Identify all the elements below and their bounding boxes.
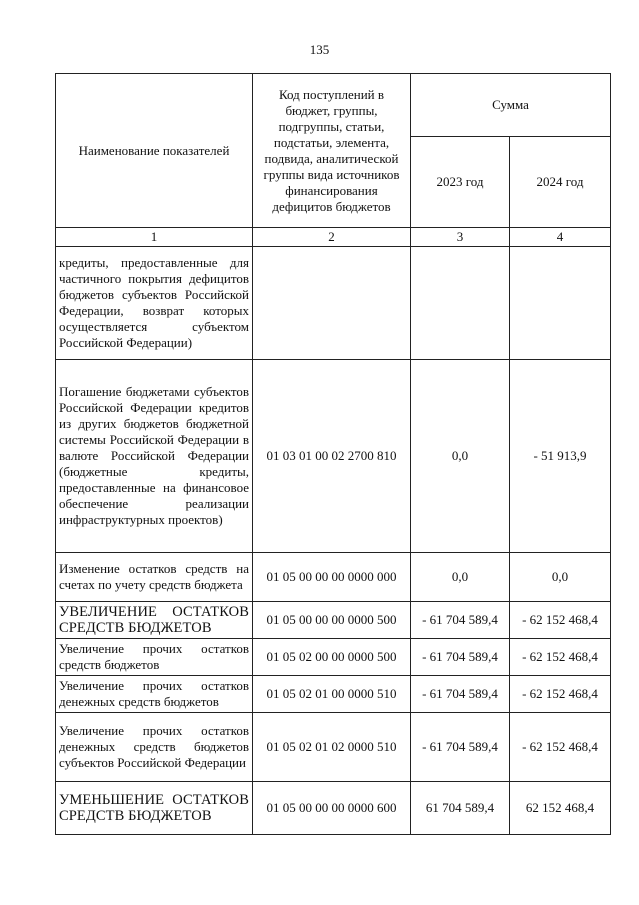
row-value-2023: - 61 704 589,4 xyxy=(411,676,510,713)
row-value-2024: - 51 913,9 xyxy=(510,360,611,553)
budget-sources-table xyxy=(55,73,611,835)
column-number: 2 xyxy=(253,228,411,247)
table-row xyxy=(56,782,611,835)
column-number: 3 xyxy=(411,228,510,247)
row-value-2023: 61 704 589,4 xyxy=(411,782,510,835)
row-name: УМЕНЬШЕНИЕ ОСТАТКОВ СРЕДСТВ БЮДЖЕТОВ xyxy=(56,782,253,835)
row-value-2024 xyxy=(510,247,611,360)
table-row xyxy=(56,676,611,713)
row-name: Погашение бюджетами субъектов Российской Федерации кредитов из других бюджетов бюджетной системы Российской Федерации в валюте Российской Федерации (бюджетные кредиты, предоставленные на финансовое обеспечение реализации инфраструктурных проектов) xyxy=(56,360,253,553)
row-code: 01 03 01 00 02 2700 810 xyxy=(253,360,411,553)
row-code xyxy=(253,247,411,360)
row-value-2023: 0,0 xyxy=(411,553,510,602)
table-row xyxy=(56,713,611,782)
row-code: 01 05 02 01 02 0000 510 xyxy=(253,713,411,782)
row-code: 01 05 02 01 00 0000 510 xyxy=(253,676,411,713)
table-row xyxy=(56,553,611,602)
row-value-2024: - 62 152 468,4 xyxy=(510,676,611,713)
row-name: Увеличение прочих остатков средств бюджетов xyxy=(56,639,253,676)
row-name: Увеличение прочих остатков денежных средств бюджетов субъектов Российской Федерации xyxy=(56,713,253,782)
header-name-column: Наименование показателей xyxy=(56,74,253,228)
table-row xyxy=(56,639,611,676)
row-value-2024: 62 152 468,4 xyxy=(510,782,611,835)
row-code: 01 05 00 00 00 0000 600 xyxy=(253,782,411,835)
table-row xyxy=(56,602,611,639)
row-name: УВЕЛИЧЕНИЕ ОСТАТКОВ СРЕДСТВ БЮДЖЕТОВ xyxy=(56,602,253,639)
header-sum-column: Сумма xyxy=(411,74,611,137)
column-number: 4 xyxy=(510,228,611,247)
row-value-2023 xyxy=(411,247,510,360)
row-value-2023: - 61 704 589,4 xyxy=(411,602,510,639)
row-value-2023: 0,0 xyxy=(411,360,510,553)
row-name: Увеличение прочих остатков денежных средств бюджетов xyxy=(56,676,253,713)
row-value-2024: - 62 152 468,4 xyxy=(510,639,611,676)
header-year-2023: 2023 год xyxy=(411,137,510,228)
row-code: 01 05 02 00 00 0000 500 xyxy=(253,639,411,676)
table-row xyxy=(56,360,611,553)
table-header-row xyxy=(56,74,611,137)
row-value-2024: 0,0 xyxy=(510,553,611,602)
row-value-2023: - 61 704 589,4 xyxy=(411,639,510,676)
row-code: 01 05 00 00 00 0000 500 xyxy=(253,602,411,639)
column-number-row xyxy=(56,228,611,247)
row-value-2024: - 62 152 468,4 xyxy=(510,713,611,782)
page-number: 135 xyxy=(309,42,330,57)
row-value-2023: - 61 704 589,4 xyxy=(411,713,510,782)
table-row xyxy=(56,247,611,360)
row-name: Изменение остатков средств на счетах по учету средств бюджета xyxy=(56,553,253,602)
row-name: кредиты, предоставленные для частичного покрытия дефицитов бюджетов субъектов Российской Федерации, возврат которых осуществляется субъектом Российской Федерации) xyxy=(56,247,253,360)
column-number: 1 xyxy=(56,228,253,247)
header-year-2024: 2024 год xyxy=(510,137,611,228)
row-code: 01 05 00 00 00 0000 000 xyxy=(253,553,411,602)
row-value-2024: - 62 152 468,4 xyxy=(510,602,611,639)
header-code-column: Код поступлений в бюджет, группы, подгруппы, статьи, подстатьи, элемента, подвида, аналитической группы вида источников финансирования дефицитов бюджетов xyxy=(253,74,411,228)
